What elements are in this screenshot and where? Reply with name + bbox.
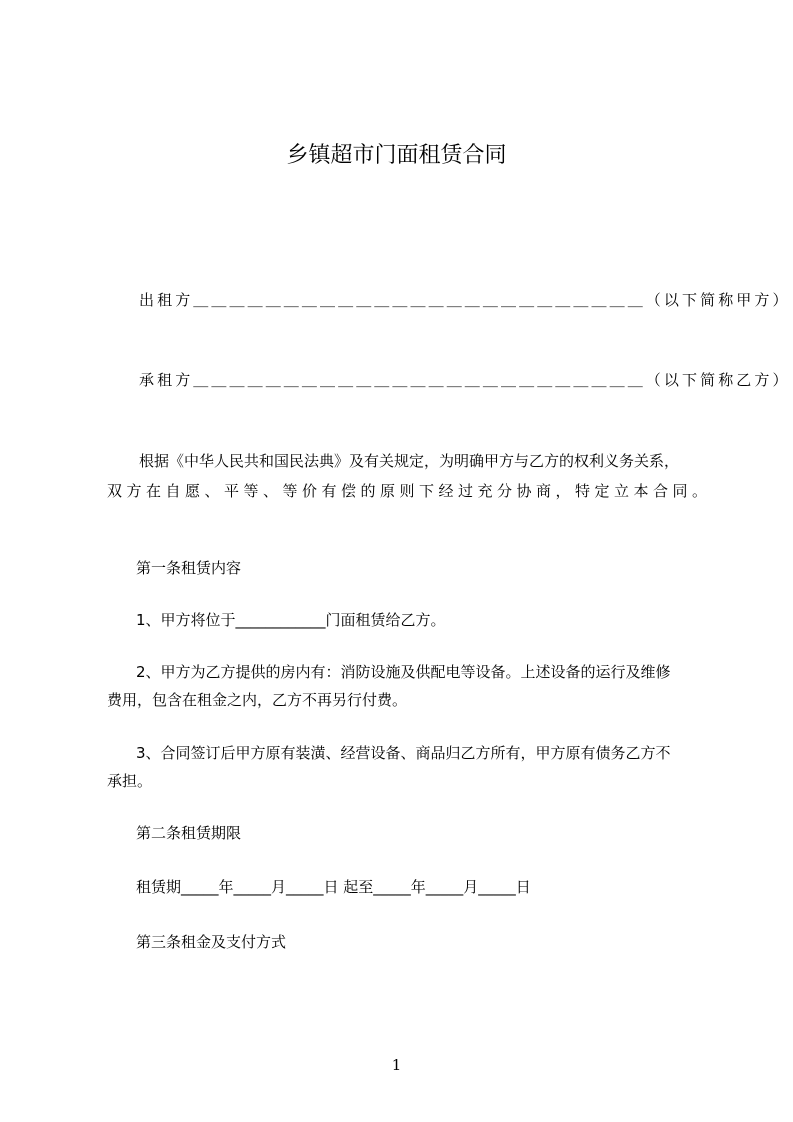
clause-2-line-1: 2、甲方为乙方提供的房内有：消防设施及供配电等设备。上述设备的运行及维修 bbox=[136, 663, 671, 681]
lessee-line: 承租方＿＿＿＿＿＿＿＿＿＿＿＿＿＿＿＿＿＿＿＿＿＿＿＿＿（以下简称乙方） bbox=[139, 371, 791, 389]
preamble-line-1: 根据《中华人民共和国民法典》及有关规定，为明确甲方与乙方的权利义务关系， bbox=[139, 452, 680, 470]
page-number: 1 bbox=[391, 1056, 402, 1074]
clause-3-line-2: 承担。 bbox=[107, 772, 153, 790]
clause-1: 1、甲方将位于____________门面租赁给乙方。 bbox=[136, 611, 446, 629]
lessor-line: 出租方＿＿＿＿＿＿＿＿＿＿＿＿＿＿＿＿＿＿＿＿＿＿＿＿＿（以下简称甲方） bbox=[139, 291, 791, 309]
document-title: 乡镇超市门面租赁合同 bbox=[286, 143, 507, 168]
article-2-heading: 第二条租赁期限 bbox=[136, 824, 242, 842]
lease-term-line: 租赁期_____年_____月_____日 起至_____年_____月_____日 bbox=[136, 878, 531, 896]
preamble-line-2: 双方在自愿、平等、等价有偿的原则下经过充分协商，特定立本合同。 bbox=[107, 482, 707, 500]
article-3-heading: 第三条租金及支付方式 bbox=[136, 933, 287, 951]
article-1-heading: 第一条租赁内容 bbox=[136, 559, 242, 577]
clause-2-line-2: 费用，包含在租金之内，乙方不再另行付费。 bbox=[107, 691, 408, 709]
clause-3-line-1: 3、合同签订后甲方原有装潢、经营设备、商品归乙方所有，甲方原有债务乙方不 bbox=[136, 744, 671, 762]
